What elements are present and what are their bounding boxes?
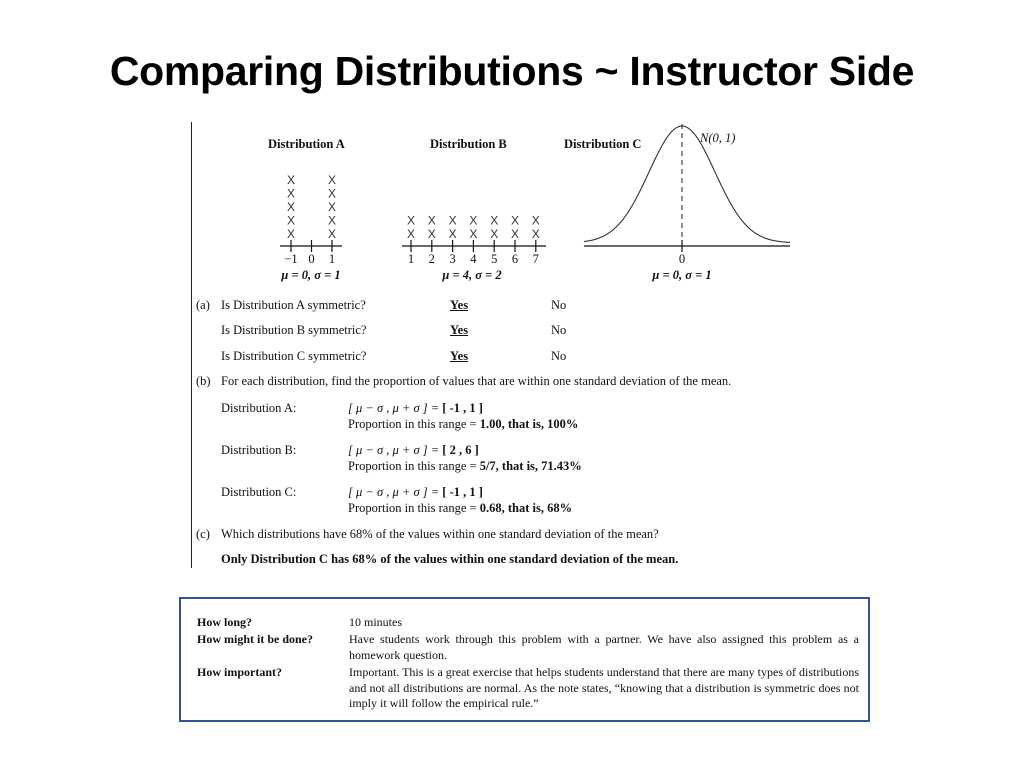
x-mark: X [427,213,436,228]
x-mark: X [510,213,520,228]
x-mark: X [448,213,457,228]
proportion-prefix: Proportion in this range = [348,501,480,515]
proportion-prefix: Proportion in this range = [348,459,480,473]
distribution-a-plot [268,137,345,282]
tick-label: 2 [428,252,435,266]
proportion-prefix: Proportion in this range = [348,417,480,431]
part-a-no-3: No [551,349,567,363]
x-mark: X [327,227,337,241]
distribution-b-plot [402,137,546,282]
distribution-c-tick-label: 0 [678,252,686,266]
x-mark: X [469,227,478,241]
part-a-yes-1: Yes [450,298,469,312]
x-mark: X [286,200,296,214]
how-done-label: How might it be done? [197,632,314,646]
instructor-notes-box [179,597,870,722]
tick-label: 0 [308,252,315,266]
x-mark: X [286,227,296,241]
part-c-question: Which distributions have 68% of the values within one standard deviation of the mean? [221,527,659,541]
x-mark: X [531,213,540,228]
distribution-a-title: Distribution A [268,137,345,151]
dist-c-interval [348,485,483,500]
x-mark: X [448,227,457,241]
interval-value: [ -1 , 1 ] [442,401,483,415]
dist-b-proportion [348,459,582,474]
x-mark: X [327,213,337,228]
distribution-c-params: μ = 0, σ = 1 [652,268,712,282]
dist-a-name: Distribution A: [221,401,297,415]
tick-label: 1 [328,252,336,266]
x-mark: X [531,227,540,241]
distribution-a-params: μ = 0, σ = 1 [281,268,341,282]
proportion-value: 0.68, that is, 68% [479,501,573,515]
part-b-prompt: For each distribution, find the proportion of values that are within one standard deviation of the mean. [221,374,732,388]
distribution-b-title: Distribution B [430,137,507,151]
dist-c-proportion [348,501,572,516]
interval-expression: [ μ − σ , μ + σ ] = [348,443,443,457]
x-mark: X [469,213,478,228]
x-mark: X [490,213,499,228]
part-c-answer: Only Distribution C has 68% of the values within one standard deviation of the mean. [221,552,679,566]
x-mark: X [427,227,436,241]
tick-label: 3 [449,252,456,266]
x-mark: X [327,173,337,187]
part-b-label: (b) [196,374,211,388]
distribution-c-title: Distribution C [564,137,642,151]
x-mark: X [406,227,416,241]
part-a-label: (a) [196,298,210,312]
how-important-value: Important. This is a great exercise that helps students understand that there are many types of distributions and not all distributions are normal. As the note states, “knowing that a distribution is symmetric does not imply it will follow the empirical rule.” [349,665,859,710]
distribution-a-x-marks [287,173,336,241]
distribution-b-x-marks [407,214,540,242]
part-a-question-1: Is Distribution A symmetric? [221,298,366,312]
tick-label: 7 [532,252,539,266]
tick-label: 5 [491,252,498,266]
x-mark: X [490,227,499,241]
distribution-b-ticks [408,240,539,266]
interval-value: [ 2 , 6 ] [442,443,479,457]
how-important-label: How important? [197,665,282,679]
tick-label: 4 [470,252,477,266]
proportion-value: 5/7, that is, 71.43% [479,459,582,473]
dist-a-interval [348,401,483,416]
distribution-figures [192,122,812,298]
x-mark: X [286,213,296,228]
distribution-b-params: μ = 4, σ = 2 [442,268,502,282]
x-mark: X [286,173,296,187]
distribution-c-plot [564,124,790,282]
slide-title: Comparing Distributions ~ Instructor Side [109,48,915,94]
dist-c-name: Distribution C: [221,485,297,499]
dist-a-proportion [348,417,578,432]
part-a-question-3: Is Distribution C symmetric? [221,349,367,363]
interval-expression: [ μ − σ , μ + σ ] = [348,485,443,499]
distribution-c-curve-label: N(0, 1) [700,131,736,145]
part-a-yes-3: Yes [450,349,469,363]
interval-value: [ -1 , 1 ] [442,485,483,499]
how-long-value: 10 minutes [349,615,402,629]
how-long-label: How long? [197,615,253,629]
part-a-no-2: No [551,323,567,337]
tick-label: 1 [407,252,415,266]
x-mark: X [286,186,296,201]
dist-b-interval [348,443,479,458]
x-mark: X [510,227,520,241]
part-a-yes-2: Yes [450,323,469,337]
x-mark: X [406,213,416,228]
part-a-question-2: Is Distribution B symmetric? [221,323,367,337]
tick-label: −1 [284,252,298,266]
x-mark: X [327,186,337,201]
tick-label: 6 [511,252,519,266]
part-a-no-1: No [551,298,567,312]
distribution-a-ticks [284,240,335,266]
dist-b-name: Distribution B: [221,443,297,457]
interval-expression: [ μ − σ , μ + σ ] = [348,401,443,415]
how-done-value: Have students work through this problem with a partner. We have also assigned this problem as a homework question. [349,632,859,662]
proportion-value: 1.00, that is, 100% [479,417,579,431]
x-mark: X [327,200,337,214]
part-c-label: (c) [196,527,210,541]
